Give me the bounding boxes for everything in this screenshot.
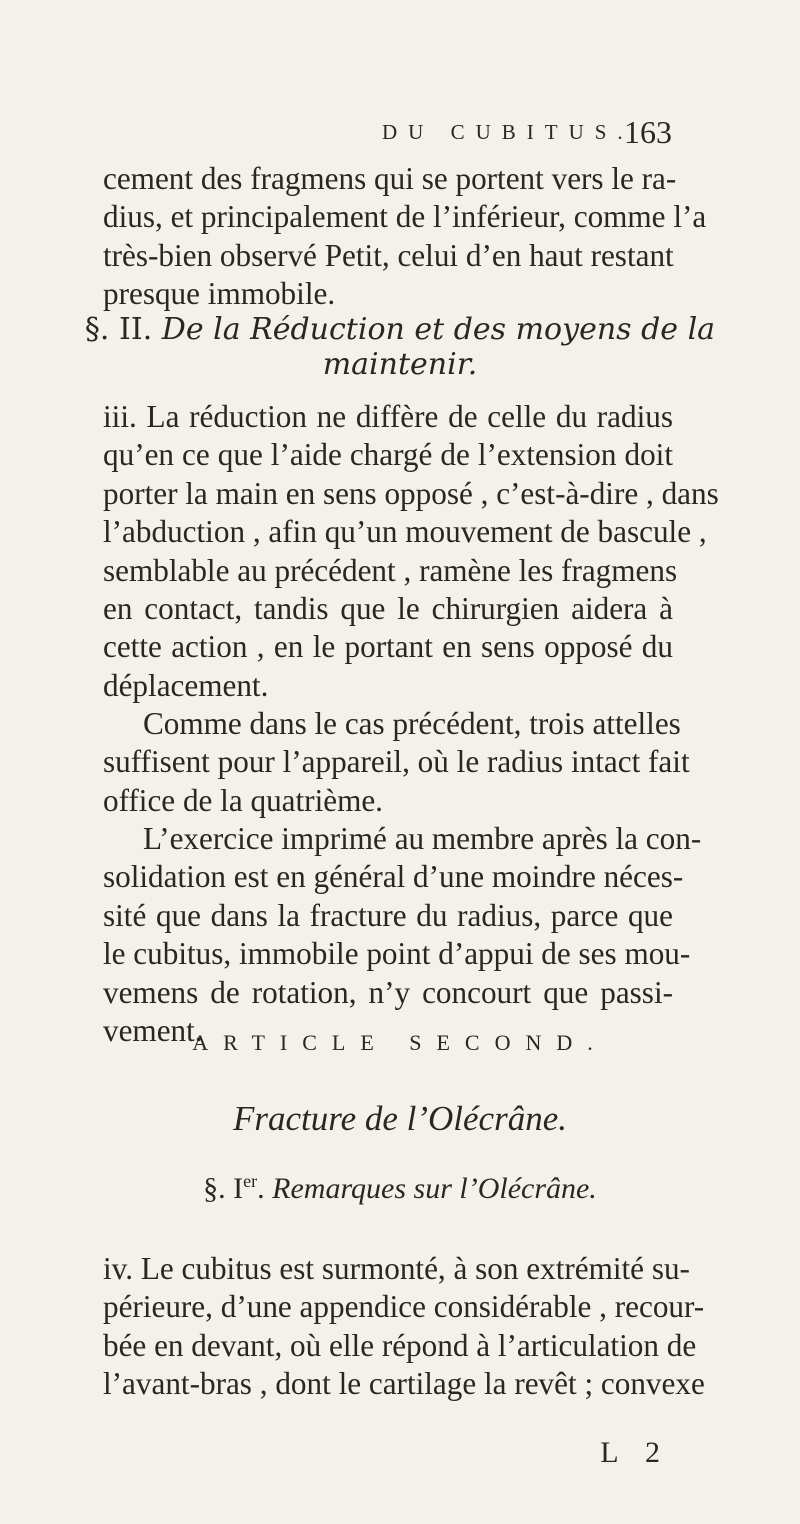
remarks-heading <box>0 1172 800 1206</box>
text-line: solidation est en général d’une moindre néces- <box>103 859 684 895</box>
opening-paragraph <box>103 160 707 314</box>
text-line: déplacement. <box>103 667 269 703</box>
text-line: périeure, d’une appendice considérable , recour- <box>103 1289 705 1325</box>
text-line: cette action , en le portant en sens opposé du <box>103 629 673 665</box>
text-line: bée en devant, où elle répond à l’articulation de <box>103 1327 697 1363</box>
text-line: office de la quatrième. <box>103 782 383 818</box>
article-title: ARTICLE SECOND. <box>192 1030 608 1055</box>
text-line: L’exercice imprimé au membre après la con- <box>143 821 702 856</box>
text-line: iii. La réduction ne diffère de celle du radius <box>103 399 673 434</box>
remarks-title: Remarques sur l’Olécrâne. <box>272 1172 597 1205</box>
running-head: DU CUBITUS. <box>382 120 634 144</box>
text-line: presque immobile. <box>103 276 336 312</box>
text-line: l’avant-bras , dont le cartilage la revêt ; convexe <box>103 1366 705 1402</box>
remarks-superscript: er <box>243 1171 258 1191</box>
text-line: sité que dans la fracture du radius, parce que <box>103 897 673 933</box>
text-line: vemens de rotation, n’y concourt que passi- <box>103 974 673 1010</box>
text-line: cement des fragmens qui se portent vers le ra- <box>103 161 677 196</box>
text-line: vement. <box>103 1012 203 1048</box>
text-line: porter la main en sens opposé , c’est-à-dire , dans <box>103 475 719 511</box>
text-line: qu’en ce que l’aide chargé de l’extension doit <box>103 437 673 473</box>
page-number: 163 <box>624 114 672 150</box>
text-line: suffisent pour l’appareil, où le radius intact fait <box>103 744 690 780</box>
section-number: §. II. <box>84 312 153 347</box>
text-line: en contact, tandis que le chirurgien aidera à <box>103 590 673 626</box>
text-line: l’abduction , afin qu’un mouvement de bascule , <box>103 514 707 550</box>
paragraph-exercice <box>103 820 702 1050</box>
text-line: très-bien observé Petit, celui d’en haut restant <box>103 237 674 273</box>
text-line: iv. Le cubitus est surmonté, à son extrémité su- <box>103 1251 690 1286</box>
remarks-number: §. I <box>203 1172 244 1205</box>
text-line: semblable au précédent , ramène les fragmens <box>103 552 678 588</box>
remarks-period: . <box>257 1172 265 1205</box>
section-title: De la Réduction et des moyens de la <box>161 312 716 347</box>
paragraph-iii <box>103 398 719 705</box>
text-line: le cubitus, immobile point d’appui de ses mou- <box>103 936 691 972</box>
paragraph-iv <box>103 1250 705 1404</box>
section-heading-cont: maintenir. <box>322 347 478 382</box>
section-heading <box>0 312 800 347</box>
fracture-title: Fracture de l’Olécrâne. <box>232 1099 567 1138</box>
signature-mark: L 2 <box>600 1436 670 1469</box>
text-line: dius, et principalement de l’inférieur, comme l’a <box>103 199 707 235</box>
page-header <box>0 114 800 154</box>
text-line: Comme dans le cas précédent, trois attelles <box>143 706 681 741</box>
paragraph-comme <box>103 705 690 820</box>
